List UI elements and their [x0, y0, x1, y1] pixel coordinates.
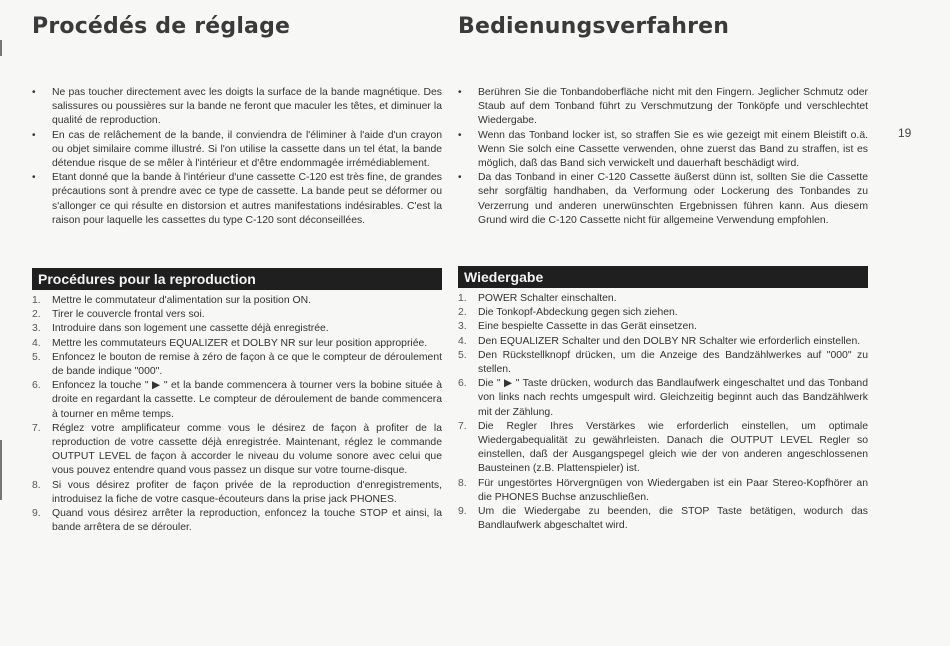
step-text: Den Rückstellknopf drücken, um die Anzeige des Bandzählwerkes auf "000" zu stellen. [478, 349, 868, 376]
step-text: Réglez votre amplificateur comme vous le désirez de façon à profiter de la reproduction de votre cassette déjà enregistrée. Maintenant, réglez le commande OUTPUT LEVEL de façon à accorder le niveau du volume sonore avec celui que vous pouvez entendre quand vous passez un disque sur votre tourne-disque. [52, 422, 442, 477]
step-text: Die Regler Ihres Verstärkes wie erforderlich einstellen, um optimale Wiedergabequalität zu gewährleisten. Danach die OUTPUT LEVEL Regler so einstellen, daß der Ausgangspegel gleich wie der von anderen angeschlossenen Bausteinen (z.B. Plattenspieler) ist. [478, 420, 868, 475]
step-text: Für ungestörtes Hörvergnügen von Wiedergaben ist ein Paar Stereo-Kopfhörer an die PHONES Buchse anzuschließen. [478, 477, 868, 503]
french-step [32, 322, 442, 336]
page-edge-mark-top [0, 40, 2, 56]
german-precaution-text: Berühren Sie die Tonbandoberfläche nicht mit den Fingern. Jeglicher Schmutz oder Staub auf dem Tonband führt zu Verschmutzung der Tonköpfe und verschlechtet Wiedergabe. [478, 87, 868, 127]
step-text: Mettre le commutateur d'alimentation sur la position ON. [52, 295, 311, 306]
step-number: 7. [32, 422, 41, 434]
step-number: 6. [32, 380, 41, 392]
step-number: 3. [458, 321, 467, 333]
step-text: Quand vous désirez arrêter la reproduction, enfoncez la touche STOP et ainsi, la bande arrêtera de se dérouler. [52, 508, 442, 534]
french-step [32, 294, 442, 308]
german-section-header: Wiedergabe [458, 266, 868, 288]
french-step [32, 507, 442, 535]
german-precaution-item [458, 129, 868, 172]
step-number: 5. [32, 351, 41, 363]
french-step [32, 308, 442, 322]
bullet-dot-icon: • [32, 129, 36, 141]
french-precaution-item [32, 171, 442, 228]
french-step [32, 479, 442, 507]
french-precautions-list [32, 86, 442, 228]
french-step [32, 337, 442, 351]
step-text: Um die Wiedergabe zu beenden, die STOP Taste betätigen, wodurch das Bandlaufwerk abgeschaltet wird. [478, 506, 868, 532]
step-number: 4. [458, 335, 467, 347]
step-text: Den EQUALIZER Schalter und den DOLBY NR Schalter wie erforderlich einstellen. [478, 335, 861, 347]
german-precaution-item [458, 86, 868, 129]
step-text: POWER Schalter einschalten. [478, 293, 617, 304]
step-text: Tirer le couvercle frontal vers soi. [52, 309, 205, 321]
step-number: 9. [458, 506, 467, 518]
french-page-title: Procédés de réglage [32, 14, 291, 39]
step-number: 6. [458, 378, 467, 390]
step-text: Mettre les commutateurs EQUALIZER et DOLBY NR sur leur position appropriée. [52, 337, 428, 349]
german-step [458, 292, 868, 306]
step-number: 3. [32, 323, 41, 335]
french-steps-list [32, 294, 442, 535]
french-precaution-item [32, 129, 442, 172]
bullet-dot-icon: • [458, 87, 462, 98]
step-text: Si vous désirez profiter de façon privée de la reproduction d'enregistrements, introduisez la fiche de votre casque-écouteurs dans la prise jack PHONES. [52, 479, 442, 505]
step-text: Eine bespielte Cassette in das Gerät einsetzen. [478, 321, 697, 333]
german-step [458, 306, 868, 320]
german-precaution-text: Da das Tonband in einer C-120 Cassette äußerst dünn ist, sollten Sie die Cassette sehr sorgfältig handhaben, da Verformung oder Lockerung des Tonbandes zu Verzerrung und anderen unerwünschten Ergebnissen führen kann. Aus diesem Grund wird die C-120 Cassette nicht für allgemeine Verwendung empfohlen. [478, 172, 868, 226]
french-step [32, 351, 442, 379]
step-text: Die Tonkopf-Abdeckung gegen sich ziehen. [478, 307, 678, 319]
bullet-dot-icon: • [458, 129, 462, 141]
step-number: 1. [32, 295, 41, 306]
german-steps-list [458, 292, 868, 533]
german-step [458, 377, 868, 420]
german-precaution-item [458, 171, 868, 228]
french-precaution-text: Etant donné que la bande à l'intérieur d'une cassette C-120 est très fine, de grandes précautions sont à prendre avec ce type de cassette. La bande peut se déformer ou s'allonger ce qui résulte en distorsion et autres manifestations indésirables. C'est la raison pour laquelle les cassettes du type C-120 sont déconseillées. [52, 172, 442, 226]
step-text: Enfoncez la touche " ▶ " et la bande commencera à tourner vers la bobine située à droite en regardant la cassette. Le compteur de déroulement de bande commencera à tourner en même temps. [52, 380, 442, 420]
step-text: Enfoncez le bouton de remise à zéro de façon à ce que le compteur de déroulement de bande indique "000". [52, 351, 442, 378]
bullet-dot-icon: • [32, 87, 36, 98]
german-step [458, 349, 868, 377]
german-precautions-list [458, 86, 868, 228]
step-text: Die " ▶ " Taste drücken, wodurch das Bandlaufwerk eingeschaltet und das Tonband von links nach rechts umgespult wird. Gleichzeitig beginnt auch das Bandzählwerk mit der Zählung. [478, 378, 868, 418]
step-number: 9. [32, 508, 41, 520]
step-number: 8. [32, 479, 41, 491]
french-section-header: Procédures pour la reproduction [32, 268, 442, 290]
french-precaution-text: Ne pas toucher directement avec les doigts la surface de la bande magnétique. Des salissures ou poussières sur la bande ne feront que maculer les têtes, et diminuer la qualité de reproduction. [52, 87, 442, 127]
german-step [458, 505, 868, 533]
page-edge-mark-bottom [0, 440, 2, 500]
french-step [32, 422, 442, 479]
bullet-dot-icon: • [32, 172, 36, 184]
bullet-dot-icon: • [458, 172, 462, 184]
step-number: 5. [458, 349, 467, 361]
step-number: 7. [458, 420, 467, 432]
german-precaution-text: Wenn das Tonband locker ist, so straffen Sie es wie gezeigt mit einem Bleistift o.ä. Wenn Sie solch eine Cassette verwenden, ohne zuerst das Band zu straffen, ist es möglich, daß das Band sich verwickelt und dauerhaft beschädigt wird. [478, 129, 868, 170]
page-number: 19 [898, 126, 912, 140]
german-step [458, 335, 868, 349]
german-step [458, 320, 868, 334]
french-precaution-text: En cas de relâchement de la bande, il conviendra de l'éliminer à l'aide d'un crayon ou objet similaire comme illustré. Si l'on utilise la cassette dans un tel état, la bande détendue risque de se mêler à l'intérieur et d'être endommagée irrémédiablement. [52, 129, 442, 170]
step-number: 8. [458, 477, 467, 489]
step-number: 2. [458, 307, 467, 319]
step-number: 2. [32, 309, 41, 321]
german-page-title: Bedienungsverfahren [458, 14, 730, 39]
french-precaution-item [32, 86, 442, 129]
french-step [32, 379, 442, 422]
step-number: 4. [32, 337, 41, 349]
step-number: 1. [458, 293, 467, 304]
german-step [458, 477, 868, 505]
step-text: Introduire dans son logement une cassette déjà enregistrée. [52, 323, 329, 335]
german-step [458, 420, 868, 477]
